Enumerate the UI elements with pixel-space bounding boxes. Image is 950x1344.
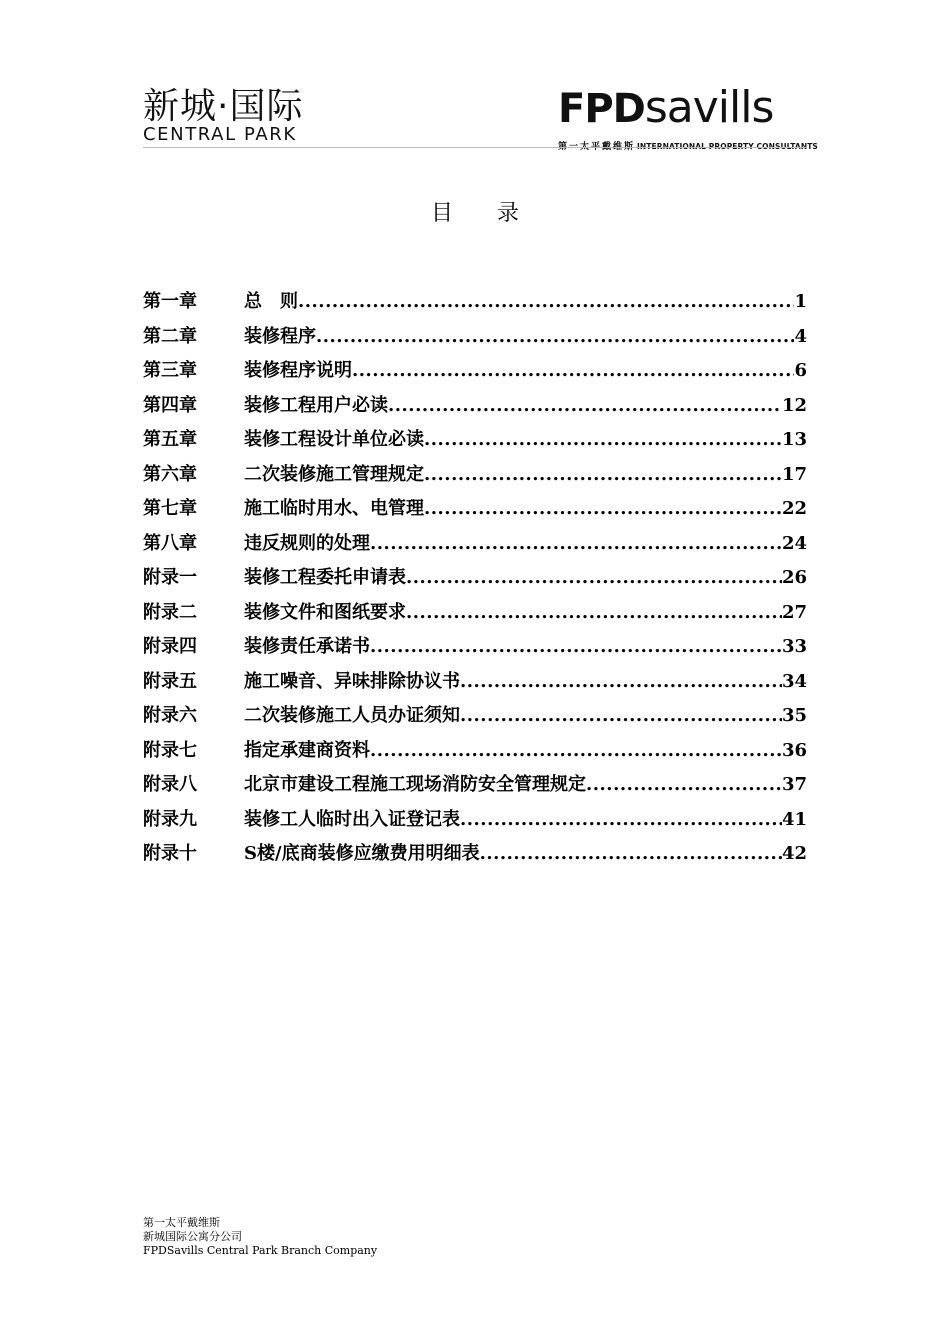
footer-branch-cn: 新城国际公寓分公司 [143,1230,242,1243]
toc-dot-leader [370,740,782,761]
toc-entry[interactable] [143,287,807,322]
toc-entry[interactable] [143,770,807,805]
toc-entry[interactable] [143,460,807,495]
toc-entry-title: 二次装修施工管理规定 [244,463,424,485]
toc-page-number: 17 [781,463,807,485]
toc-page-number: 35 [781,705,807,726]
toc-entry[interactable] [143,563,807,598]
toc-entry[interactable] [143,391,807,426]
brand-wordmark [558,80,808,145]
toc-page-number: 4 [794,325,807,347]
toc-entry[interactable] [143,736,807,771]
central-park-logo [143,88,363,144]
toc-entry[interactable] [143,667,807,702]
header-divider [143,147,807,148]
toc-dot-leader [424,464,782,485]
toc-page-number: 27 [781,601,807,623]
fpdsavills-logo [558,80,818,152]
brand-sub-en: INTERNATIONAL PROPERTY CONSULTANTS [637,142,818,151]
toc-chapter-label: 附录十 [143,843,197,864]
toc-page-number: 6 [794,360,807,381]
toc-entry-title: 总 则 [244,291,298,312]
footer-branch-en: FPDSavills Central Park Branch Company [143,1244,378,1257]
toc-entry[interactable] [143,494,807,529]
toc-page-number: 26 [781,567,807,588]
toc-entry-title: 装修程序 [244,325,316,347]
toc-dot-leader [480,843,782,864]
toc-chapter-label: 附录一 [143,567,197,588]
toc-entry-title: 装修责任承诺书 [244,636,370,657]
toc-page-number: 22 [781,498,807,519]
footer-company-cn: 第一太平戴维斯 [143,1216,220,1229]
toc-dot-leader [352,360,794,381]
page-footer [143,1216,377,1258]
toc-entry[interactable] [143,632,807,667]
toc-chapter-label: 附录六 [143,705,197,726]
toc-entry-title: 装修文件和图纸要求 [244,601,406,623]
toc-chapter-label: 附录四 [143,636,197,657]
toc-dot-leader [370,636,782,657]
toc-entry[interactable] [143,529,807,564]
toc-dot-leader [406,602,782,623]
toc-entry[interactable] [143,322,807,357]
toc-dot-leader [370,533,782,554]
toc-chapter-label: 附录七 [143,739,197,761]
toc-entry-title: 违反规则的处理 [244,532,370,554]
toc-page-number: 37 [781,774,807,795]
toc-page-number: 12 [781,394,807,416]
toc-entry-title: 装修程序说明 [244,360,352,381]
toc-chapter-label: 第三章 [143,360,197,381]
toc-page-number: 24 [781,532,807,554]
toc-page-number: 41 [781,808,807,830]
toc-chapter-label: 第四章 [143,394,197,416]
toc-chapter-label: 附录九 [143,808,197,830]
toc-page-number: 42 [781,843,807,864]
toc-entry-title: 指定承建商资料 [244,739,370,761]
toc-chapter-label: 第五章 [143,429,197,450]
toc-dot-leader [298,291,794,312]
brand-fpd: FPD [558,86,645,132]
toc-chapter-label: 第六章 [143,463,197,485]
toc-title: 目录 [430,201,563,226]
logo-left-en: CENTRAL PARK [143,124,297,145]
toc-dot-leader [460,809,782,830]
toc-entry-title: S楼/底商装修应缴费用明细表 [244,843,480,864]
toc-entry-title: 装修工程设计单位必读 [244,429,424,450]
logo-left-cn: 新城·国际 [143,86,304,127]
toc-entry-title: 装修工程用户必读 [244,394,388,416]
toc-entry-title: 施工噪音、异味排除协议书 [244,670,460,692]
toc-entry-title: 装修工人临时出入证登记表 [244,808,460,830]
toc-chapter-label: 第二章 [143,325,197,347]
toc-chapter-label: 附录二 [143,601,197,623]
toc-dot-leader [388,395,782,416]
toc-dot-leader [424,429,782,450]
brand-subtitle [558,139,818,152]
toc-dot-leader [316,326,794,347]
toc-page-number: 33 [781,636,807,657]
toc-entry-title: 北京市建设工程施工现场消防安全管理规定 [244,774,586,795]
brand-savills: savills [644,82,774,133]
toc-entry[interactable] [143,701,807,736]
toc-entry[interactable] [143,356,807,391]
toc-dot-leader [460,705,782,726]
toc-chapter-label: 第八章 [143,532,197,554]
toc-entry-title: 二次装修施工人员办证须知 [244,705,460,726]
toc-chapter-label: 附录五 [143,670,197,692]
toc-chapter-label: 第一章 [143,291,197,312]
toc-dot-leader [586,774,782,795]
toc-list [143,287,807,874]
toc-chapter-label: 第七章 [143,498,197,519]
toc-dot-leader [424,498,782,519]
toc-entry[interactable] [143,598,807,633]
toc-entry[interactable] [143,839,807,874]
toc-entry[interactable] [143,805,807,840]
brand-sub-cn: 第一太平戴维斯 [558,142,636,152]
toc-page-number: 34 [781,670,807,692]
toc-entry-title: 施工临时用水、电管理 [244,498,424,519]
toc-page-number: 13 [781,429,807,450]
toc-entry-title: 装修工程委托申请表 [244,567,406,588]
toc-dot-leader [460,671,782,692]
toc-entry[interactable] [143,425,807,460]
toc-chapter-label: 附录八 [143,774,197,795]
toc-page-number: 36 [781,739,807,761]
toc-dot-leader [406,567,782,588]
toc-page-number: 1 [794,291,807,312]
